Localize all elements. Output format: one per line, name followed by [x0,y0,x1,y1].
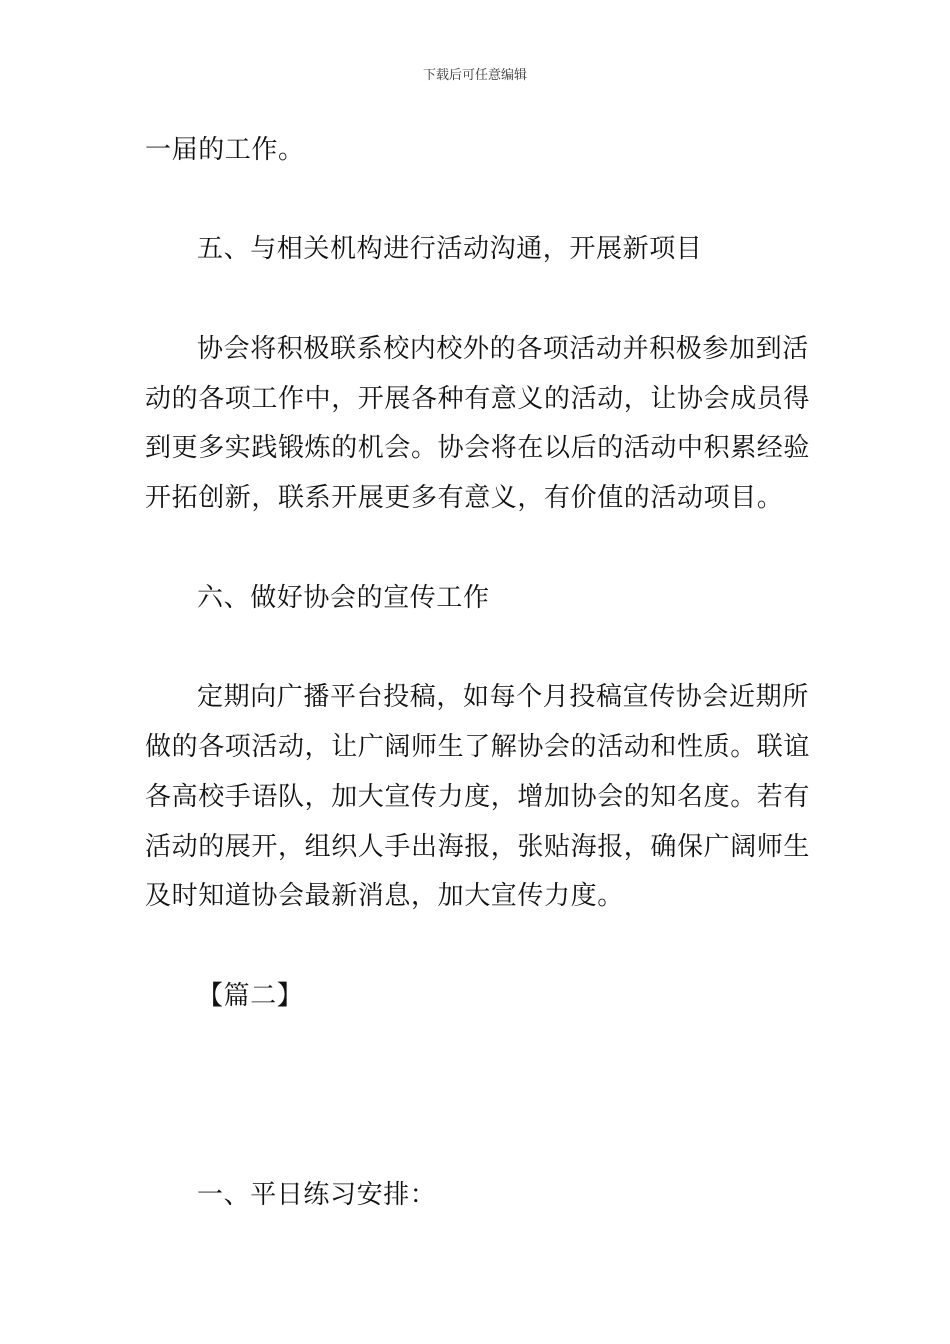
paragraph-line: 到更多实践锻炼的机会。协会将在以后的活动中积累经验 [145,433,811,463]
paragraph-line: 动的各项工作中，开展各种有意义的活动，让协会成员得 [145,384,811,414]
paragraph-line: 协会将积极联系校内校外的各项活动并积极参加到活 [197,334,809,364]
page-header: 下载后可任意编辑 [422,68,527,83]
paragraph-line: 及时知道协会最新消息，加大宣传力度。 [145,881,624,911]
section-heading-6: 六、做好协会的宣传工作 [197,583,490,613]
paragraph-line: 定期向广播平台投稿，如每个月投稿宣传协会近期所 [197,682,809,712]
paragraph-line: 做的各项活动，让广阔师生了解协会的活动和性质。联谊 [145,732,811,762]
part-heading: 【篇二】 [197,981,304,1011]
section-heading-1: 一、平日练习安排： [197,1180,437,1210]
section-heading-5: 五、与相关机构进行活动沟通，开展新项目 [197,234,703,264]
paragraph-line: 一届的工作。 [145,135,305,165]
paragraph-line: 各高校手语队，加大宣传力度，增加协会的知名度。若有 [145,782,811,812]
paragraph-line: 活动的展开，组织人手出海报，张贴海报，确保广阔师生 [145,832,811,862]
paragraph-line: 开拓创新，联系开展更多有意义，有价值的活动项目。 [145,483,784,513]
